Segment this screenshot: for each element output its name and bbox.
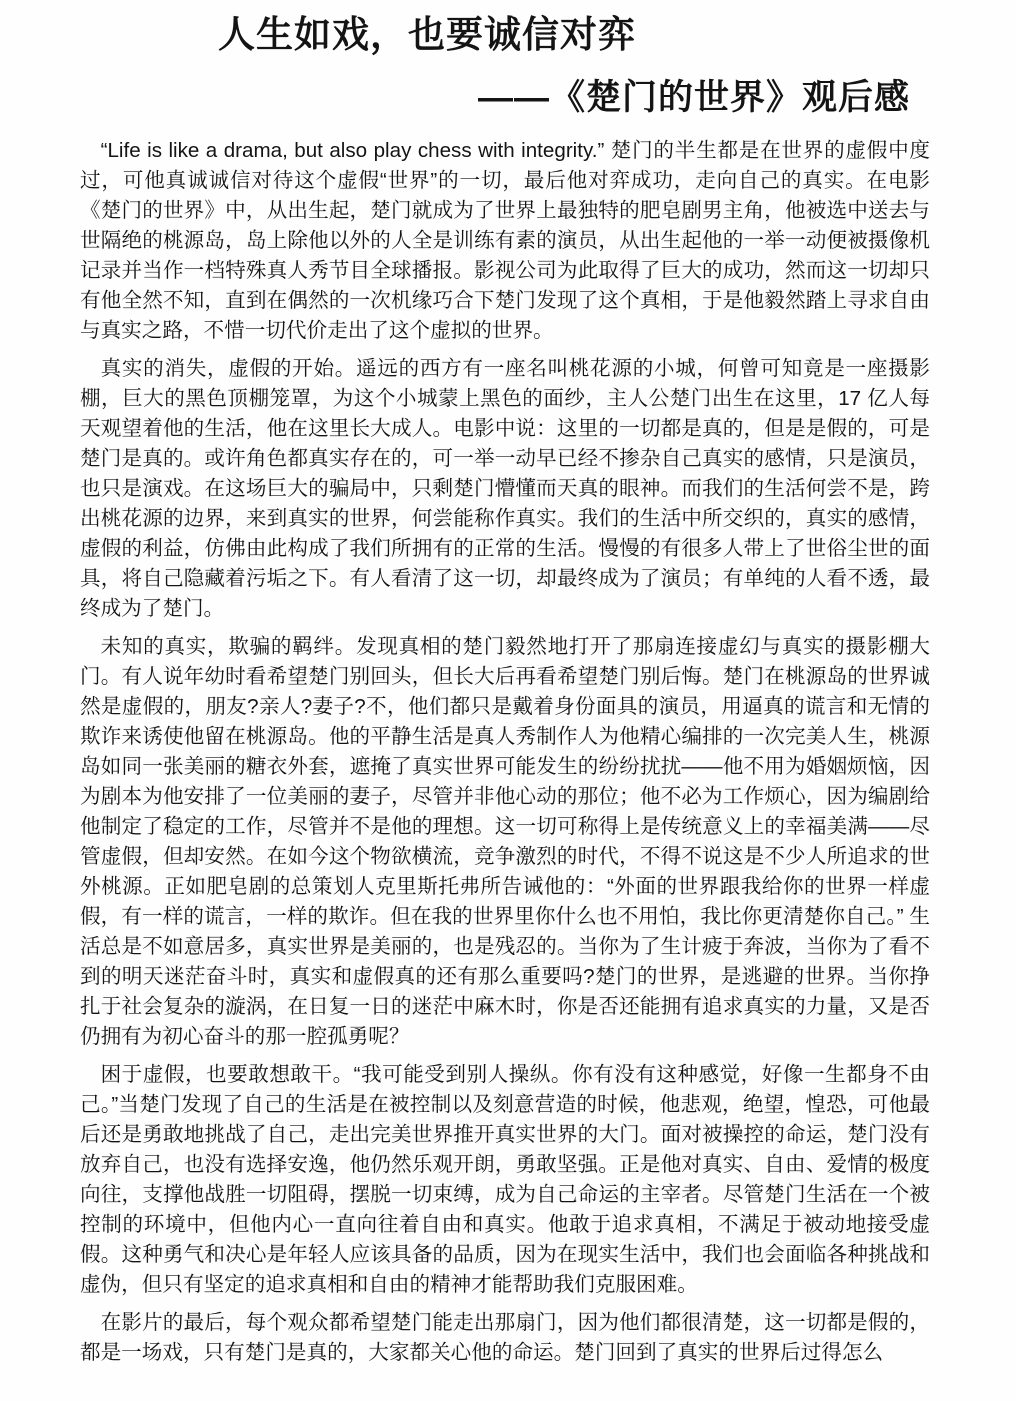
essay-title: 人生如戏，也要诚信对弈 <box>218 14 636 55</box>
paragraph-ending: 在影片的最后，每个观众都希望楚门能走出那扇门，因为他们都很清楚，这一切都是假的，都是一场戏，只有楚门是真的，大家都关心他的命运。楚门回到了真实的世界后过得怎么 <box>80 1311 930 1364</box>
paragraph-intro: “Life is like a drama, but also play chess with integrity.” 楚门的半生都是在世界的虚假中度过，可他真诚诚信对待这个虚假“世界”的一切，最后他对弈成功，走向自己的真实。在电影《楚门的世界》中，从出生起，楚门就成为了世界上最独特的肥皂剧男主角，他被选中送去与世隔绝的桃源岛，岛上除他以外的人全是训练有素的演员，从出生起他的一举一动便被摄像机记录并当作一档特殊真人秀节目全球播报。影视公司为此取得了巨大的成功，然而这一切却只有他全然不知，直到在偶然的一次机缘巧合下楚门发现了这个真相，于是他毅然踏上寻求自由与真实之路，不惜一切代价走出了这个虚拟的世界。 <box>80 139 930 342</box>
essay-body <box>80 136 930 1368</box>
paragraph-unknown-truth: 未知的真实，欺骗的羁绊。发现真相的楚门毅然地打开了那扇连接虚幻与真实的摄影棚大门。有人说年幼时看希望楚门别回头，但长大后再看希望楚门别后悔。楚门在桃源岛的世界诚然是虚假的，朋友?亲人?妻子?不，他们都只是戴着身份面具的演员，用逼真的谎言和无情的欺诈来诱使他留在桃源岛。他的平静生活是真人秀制作人为他精心编排的一次完美人生，桃源岛如同一张美丽的糖衣外套，遮掩了真实世界可能发生的纷纷扰扰——他不用为婚姻烦恼，因为剧本为他安排了一位美丽的妻子，尽管并非他心动的那位；他不必为工作烦心，因为编剧给他制定了稳定的工作，尽管并不是他的理想。这一切可称得上是传统意义上的幸福美满——尽管虚假，但却安然。在如今这个物欲横流，竞争激烈的时代，不得不说这是不少人所追求的世外桃源。正如肥皂剧的总策划人克里斯托弗所告诫他的：“外面的世界跟我给你的世界一样虚假，有一样的谎言，一样的欺诈。但在我的世界里你什么也不用怕，我比你更清楚你自己。” 生活总是不如意居多，真实世界是美丽的，也是残忍的。当你为了生计疲于奔波，当你为了看不到的明天迷茫奋斗时，真实和虚假真的还有那么重要吗?楚门的世界，是逃避的世界。当你挣扎于社会复杂的漩涡，在日复一日的迷茫中麻木时，你是否还能拥有追求真实的力量，又是否仍拥有为初心奋斗的那一腔孤勇呢？ <box>80 635 930 1048</box>
paragraph-truth-vanishes: 真实的消失，虚假的开始。遥远的西方有一座名叫桃花源的小城，何曾可知竟是一座摄影棚，巨大的黑色顶棚笼罩，为这个小城蒙上黑色的面纱，主人公楚门出生在这里，17 亿人每天观望着他的生活，他在这里长大成人。电影中说：这里的一切都是真的，但是是假的，可是楚门是真的。或许角色都真实存在的，可一举一动早已经不掺杂自己真实的感情，只是演员，也只是演戏。在这场巨大的骗局中，只剩楚门懵懂而天真的眼神。而我们的生活何尝不是，跨出桃花源的边界，来到真实的世界，何尝能称作真实。我们的生活中所交织的，真实的感情，虚假的利益，仿佛由此构成了我们所拥有的正常的生活。慢慢的有很多人带上了世俗尘世的面具，将自己隐藏着污垢之下。有人看清了这一切，却最终成为了演员；有单纯的人看不透，最终成为了楚门。 <box>80 357 930 620</box>
essay-subtitle: ——《楚门的世界》观后感 <box>477 78 910 117</box>
paragraph-dare-to-act: 困于虚假，也要敢想敢干。“我可能受到别人操纵。你有没有这种感觉，好像一生都身不由己。”当楚门发现了自己的生活是在被控制以及刻意营造的时候，他悲观，绝望，惶恐，可他最后还是勇敢地挑战了自己，走出完美世界推开真实世界的大门。面对被操控的命运，楚门没有放弃自己，也没有选择安逸，他仍然乐观开朗，勇敢坚强。正是他对真实、自由、爱情的极度向往，支撑他战胜一切阻碍，摆脱一切束缚，成为自己命运的主宰者。尽管楚门生活在一个被控制的环境中，但他内心一直向往着自由和真实。他敢于追求真相，不满足于被动地接受虚假。这种勇气和决心是年轻人应该具备的品质，因为在现实生活中，我们也会面临各种挑战和虚伪，但只有坚定的追求真相和自由的精神才能帮助我们克服困难。 <box>80 1063 930 1296</box>
